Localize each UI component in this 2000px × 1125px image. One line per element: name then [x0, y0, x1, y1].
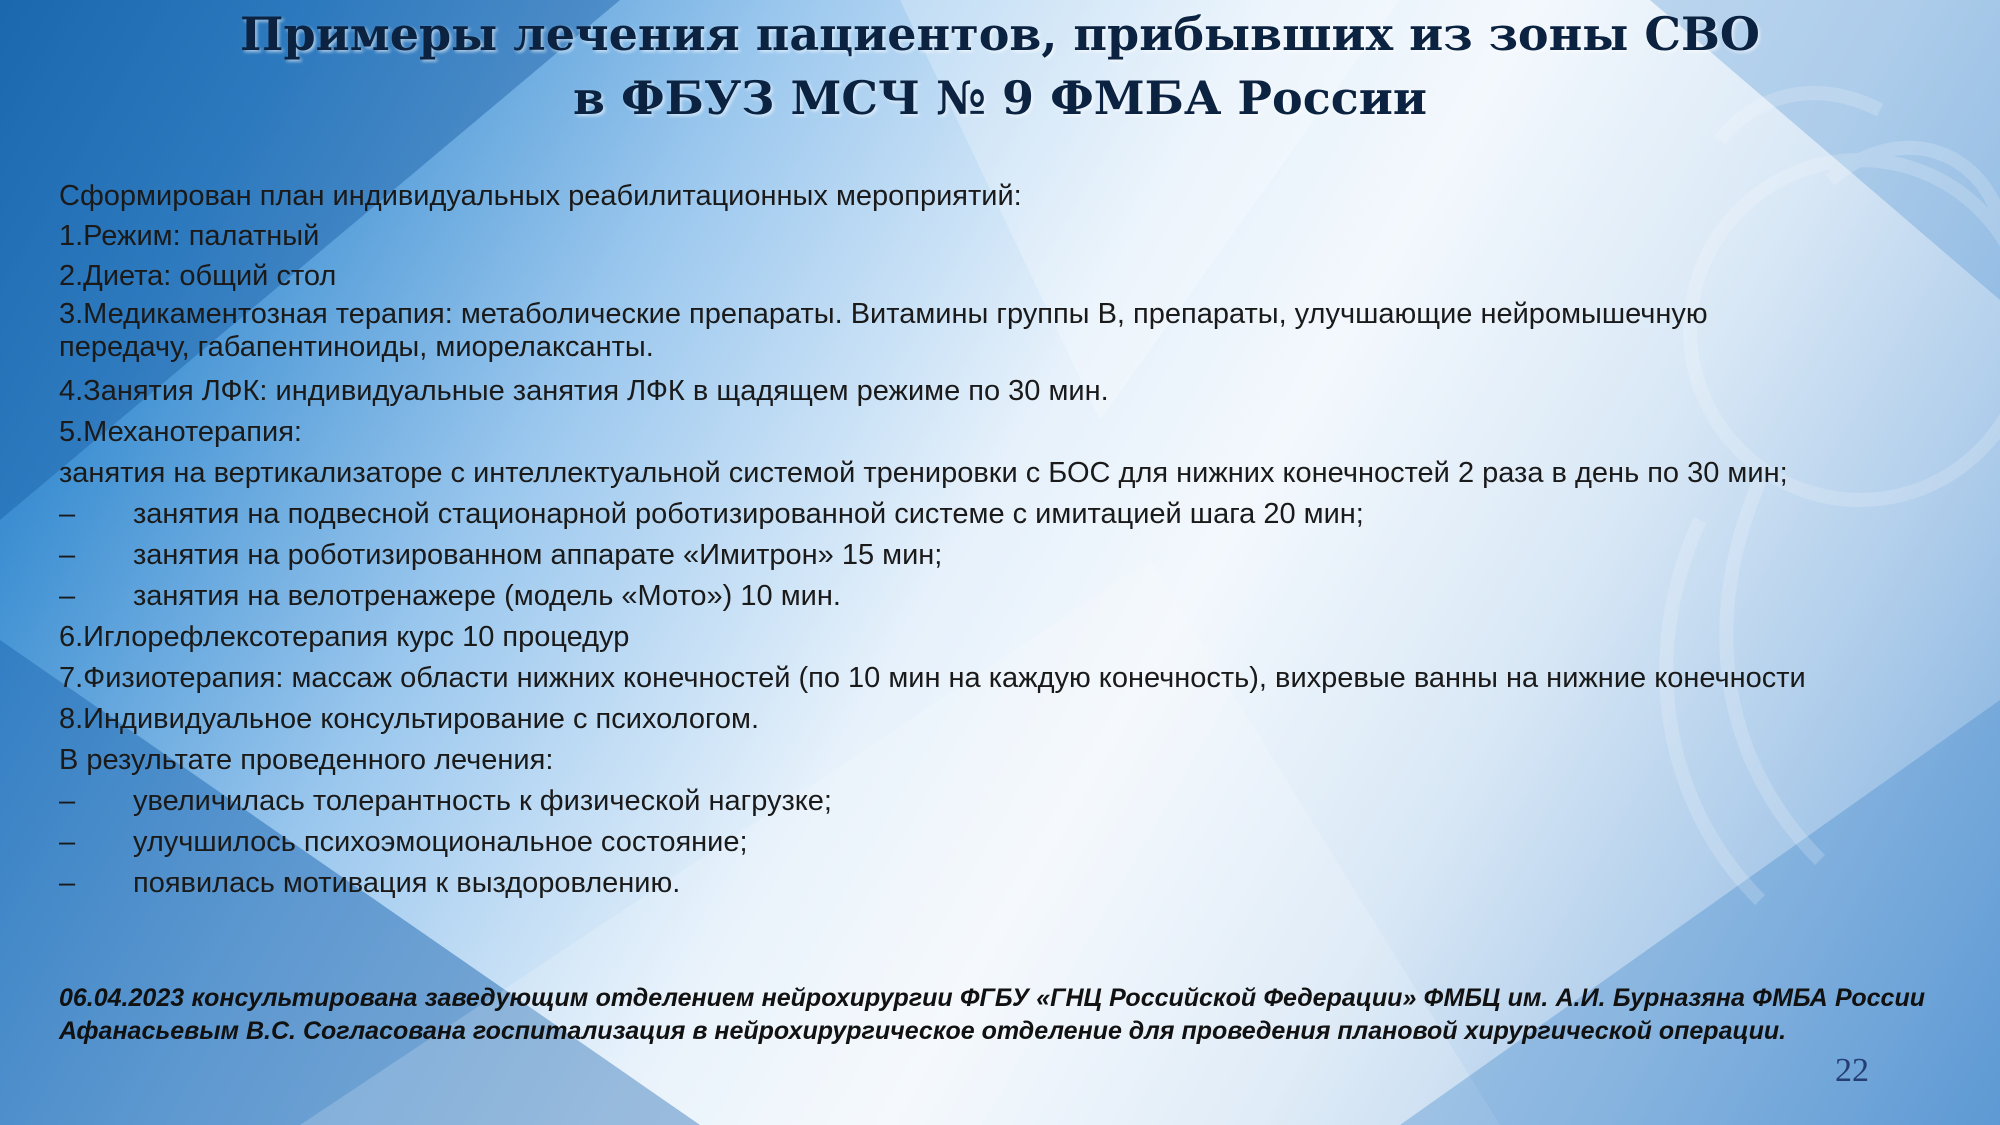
- body-text: [59, 176, 1939, 904]
- list-item-text: занятия на велотренажере (модель «Мото») 10 мин.: [133, 580, 841, 612]
- dash-marker: –: [59, 580, 76, 612]
- item-diet: 2.Диета: общий стол: [59, 260, 337, 292]
- list-item-text: занятия на подвесной стационарной роботизированной системе с имитацией шага 20 мин;: [133, 498, 1364, 530]
- mechanotherapy-verticalizer: занятия на вертикализаторе с интеллектуальной системой тренировки с БОС для нижних конечностей 2 раза в день по 30 мин;: [59, 457, 1788, 489]
- dash-marker: –: [59, 867, 76, 899]
- title-line-2: в ФБУЗ МСЧ № 9 ФМБА России: [573, 71, 1427, 125]
- list-item-text: улучшилось психоэмоциональное состояние;: [133, 826, 748, 858]
- title-line-1: Примеры лечения пациентов, прибывших из зоны СВО: [240, 7, 1760, 61]
- item-acupuncture: 6.Иглорефлексотерапия курс 10 процедур: [59, 621, 630, 653]
- list-item: [59, 494, 1939, 535]
- dash-marker: –: [59, 498, 76, 530]
- list-item: [59, 781, 1939, 822]
- list-item-text: увеличилась толерантность к физической нагрузке;: [133, 785, 832, 817]
- dash-marker: –: [59, 826, 76, 858]
- list-item: [59, 822, 1939, 863]
- dash-marker: –: [59, 539, 76, 571]
- item-mechanotherapy: 5.Механотерапия:: [59, 416, 302, 448]
- item-physiotherapy: 7.Физиотерапия: массаж области нижних конечностей (по 10 мин на каждую конечность), вихревые ванны на нижние конечности: [59, 662, 1806, 694]
- list-item: [59, 576, 1939, 617]
- consultation-note: 06.04.2023 консультирована заведующим отделением нейрохирургии ФГБУ «ГНЦ Российской Федерации» ФМБЦ им. А.И. Бурназяна ФМБА России Афанасьевым В.С. Согласована госпитализация в нейрохирургическое отделение для проведения плановой хирургической операции.: [59, 984, 1925, 1045]
- results-intro: В результате проведенного лечения:: [59, 744, 554, 776]
- item-lfk: 4.Занятия ЛФК: индивидуальные занятия ЛФК в щадящем режиме по 30 мин.: [59, 375, 1109, 407]
- list-item-text: появилась мотивация к выздоровлению.: [133, 867, 681, 899]
- item-drug-therapy-cont: передачу, габапентиноиды, миорелаксанты.: [59, 331, 654, 363]
- slide-title: [0, 2, 2000, 130]
- plan-intro: Сформирован план индивидуальных реабилитационных мероприятий:: [59, 180, 1022, 212]
- item-drug-therapy: 3.Медикаментозная терапия: метаболические препараты. Витамины группы В, препараты, улучшающие нейромышечную: [59, 298, 1708, 330]
- item-psychologist: 8.Индивидуальное консультирование с психологом.: [59, 703, 760, 735]
- item-regime: 1.Режим: палатный: [59, 220, 320, 252]
- list-item: [59, 863, 1939, 904]
- list-item-text: занятия на роботизированном аппарате «Имитрон» 15 мин;: [133, 539, 943, 571]
- list-item: [59, 535, 1939, 576]
- dash-marker: –: [59, 785, 76, 817]
- page-number: 22: [1835, 1052, 1869, 1089]
